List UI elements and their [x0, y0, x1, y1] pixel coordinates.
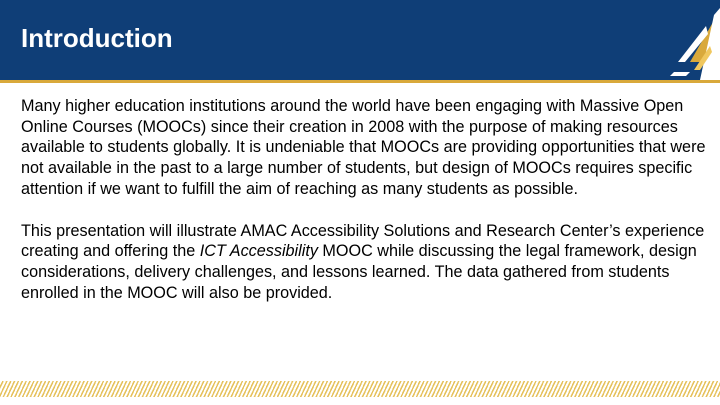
paragraph-2-text-end: MOOC while discussing the legal framework, design considerations, delivery challenges, and lessons learned. The data gathered from students enrolled in the MOOC will also be provided. — [21, 242, 697, 302]
body-paragraph-2 — [21, 221, 711, 304]
slide-title: Introduction — [21, 23, 173, 53]
footer-stripe-decoration — [0, 381, 720, 397]
body-paragraph-1: Many higher education institutions around the world have been engaging with Massive Open Online Courses (MOOCs) since their creation in 2008 with the purpose of making resources available to students globally. It is undeniable that MOOCs are providing opportunities that were not available in the past to a large number of students, but design of MOOCs requires specific attention if we want to fulfill the aim of reaching as many students as possible. — [21, 97, 706, 198]
amac-logo-icon — [650, 0, 720, 80]
header-accent-line — [0, 80, 720, 83]
slide-body — [21, 96, 711, 303]
paragraph-2-text-start: This presentation will illustrate AMAC Accessibility Solutions and Research Center’s experience creating and offering the — [21, 221, 705, 261]
course-name-italic: ICT Accessibility — [199, 242, 318, 261]
slide-header — [0, 0, 720, 80]
